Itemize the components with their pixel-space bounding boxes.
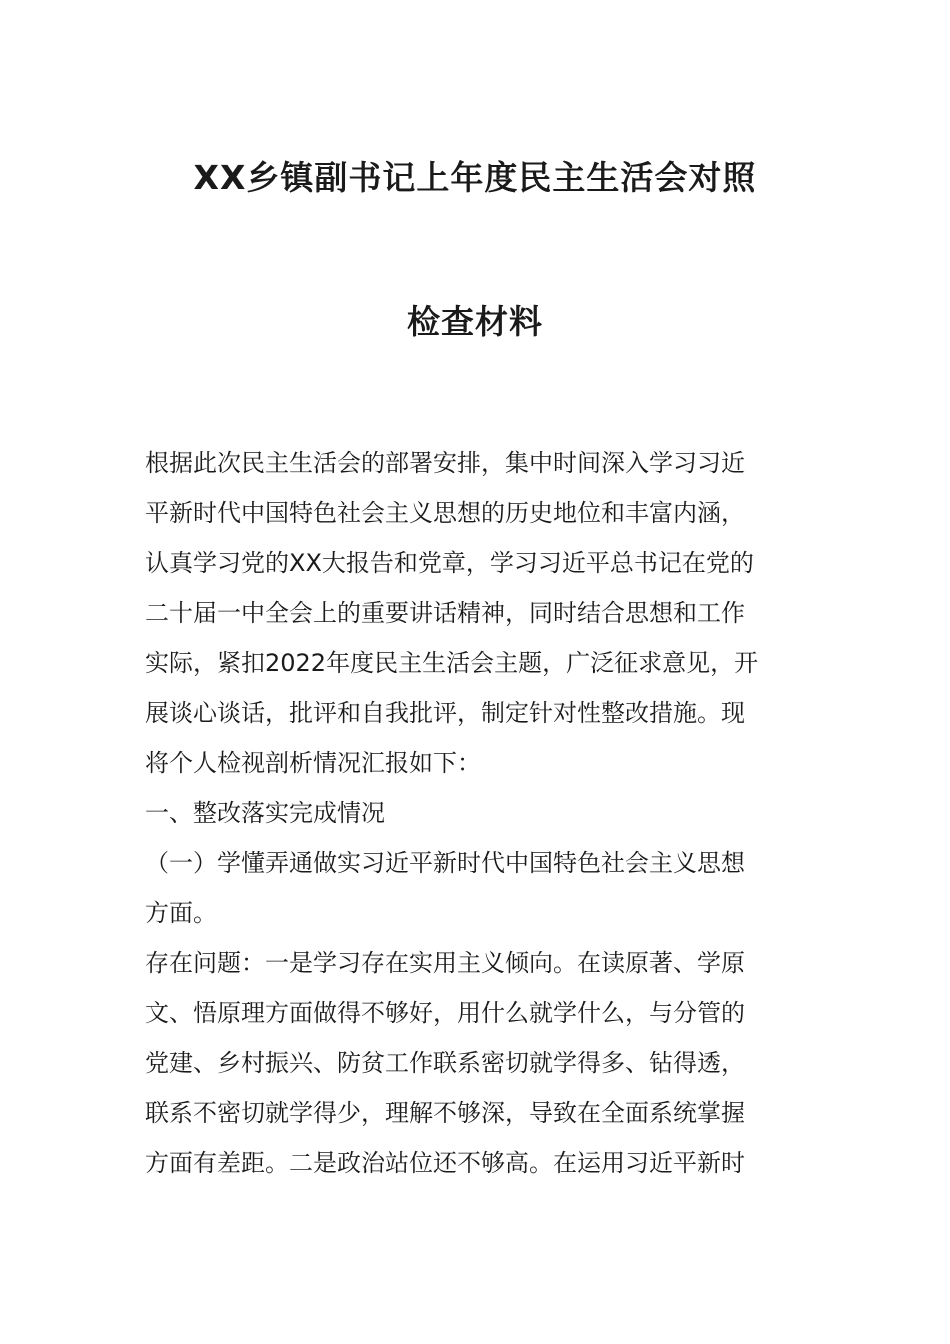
body-line: 根据此次民主生活会的部署安排，集中时间深入学习习近 xyxy=(145,449,745,477)
body-line: 文、悟原理方面做得不够好，用什么就学什么，与分管的 xyxy=(145,999,745,1027)
section-heading: 一、整改落实完成情况 xyxy=(145,799,385,827)
document-title-line-1: XX乡镇副书记上年度民主生活会对照 xyxy=(193,158,757,197)
body-line: 实际，紧扣2022年度民主生活会主题，广泛征求意见，开 xyxy=(145,649,759,677)
body-line: 二十届一中全会上的重要讲话精神，同时结合思想和工作 xyxy=(145,599,745,627)
body-line: 党建、乡村振兴、防贫工作联系密切就学得多、钻得透， xyxy=(145,1049,745,1077)
body-line: 展谈心谈话，批评和自我批评，制定针对性整改措施。现 xyxy=(145,699,745,727)
body-line: 将个人检视剖析情况汇报如下： xyxy=(145,749,481,777)
body-line: 方面。 xyxy=(145,899,217,927)
body-line: 存在问题：一是学习存在实用主义倾向。在读原著、学原 xyxy=(145,949,745,977)
document-body xyxy=(145,438,810,1188)
body-line: 认真学习党的XX大报告和党章，学习习近平总书记在党的 xyxy=(145,549,754,577)
body-line: 方面有差距。二是政治站位还不够高。在运用习近平新时 xyxy=(145,1149,745,1177)
subsection-heading: （一）学懂弄通做实习近平新时代中国特色社会主义思想 xyxy=(145,849,745,877)
document-title-line-2: 检查材料 xyxy=(407,302,543,341)
body-line: 平新时代中国特色社会主义思想的历史地位和丰富内涵， xyxy=(145,499,745,527)
body-line: 联系不密切就学得少，理解不够深，导致在全面系统掌握 xyxy=(145,1099,745,1127)
